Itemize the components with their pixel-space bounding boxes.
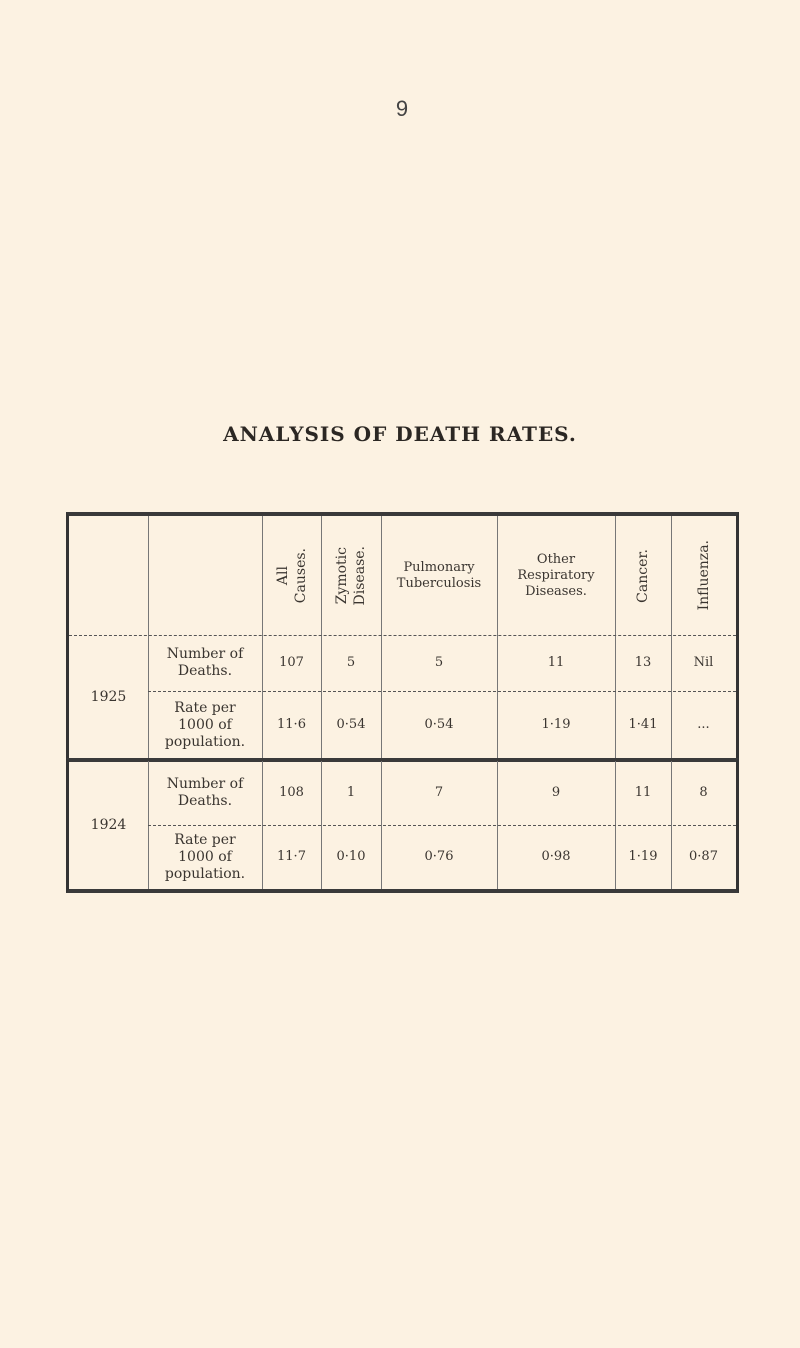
cell: 11 bbox=[634, 785, 652, 800]
cell: 1 bbox=[346, 785, 356, 800]
label-line: Number of bbox=[166, 776, 244, 792]
cell: 7 bbox=[434, 785, 444, 800]
header-line: Influenza. bbox=[695, 540, 712, 611]
cell: 0·10 bbox=[336, 849, 366, 864]
cell: 5 bbox=[346, 655, 356, 670]
label-line: Deaths. bbox=[177, 663, 233, 679]
label-line: Deaths. bbox=[177, 793, 233, 809]
cell: 107 bbox=[279, 655, 304, 670]
header-line: Other bbox=[536, 551, 576, 567]
page-number: 9 bbox=[395, 96, 409, 121]
header-line: Respiratory bbox=[517, 567, 595, 583]
header-line: Cancer. bbox=[635, 548, 651, 603]
header-other-respiratory bbox=[497, 516, 615, 635]
year-1925: 1925 bbox=[90, 688, 127, 705]
cell: 11·7 bbox=[277, 849, 306, 864]
cell: 1·19 bbox=[541, 717, 571, 732]
cell: 1·41 bbox=[628, 717, 658, 732]
cell: 0·54 bbox=[424, 717, 454, 732]
cell: 8 bbox=[699, 785, 708, 800]
table-1925 bbox=[66, 512, 739, 762]
header-zymotic bbox=[321, 516, 381, 635]
table-1924 bbox=[66, 758, 739, 893]
row-label-rate bbox=[148, 825, 262, 889]
label-line: 1000 of bbox=[178, 716, 232, 733]
header-cancer bbox=[615, 516, 671, 635]
row-label-rate bbox=[148, 691, 262, 759]
cell: 108 bbox=[279, 785, 304, 800]
header-line: Disease. bbox=[352, 545, 368, 606]
header-influenza bbox=[671, 516, 736, 635]
cell: Nil bbox=[693, 655, 714, 670]
page-title: ANALYSIS OF DEATH RATES. bbox=[223, 422, 577, 446]
cell: 0·54 bbox=[336, 717, 366, 732]
label-line: Number of bbox=[166, 646, 244, 662]
header-line: Diseases. bbox=[525, 583, 587, 599]
cell: ... bbox=[697, 717, 710, 732]
cell: 0·76 bbox=[424, 849, 454, 864]
cell: 5 bbox=[434, 655, 444, 670]
cell: 13 bbox=[634, 655, 652, 670]
header-line: Causes. bbox=[292, 547, 309, 604]
label-line: population. bbox=[164, 865, 246, 882]
cell: 11·6 bbox=[277, 717, 306, 732]
label-line: population. bbox=[164, 733, 246, 750]
header-line: All bbox=[274, 565, 291, 586]
row-label-deaths bbox=[148, 635, 262, 691]
label-line: Rate per bbox=[174, 699, 236, 716]
cell: 11 bbox=[547, 655, 565, 670]
label-line: 1000 of bbox=[178, 848, 232, 865]
cell: 1·19 bbox=[628, 849, 658, 864]
header-pulmonary: Pulmonary Tuberculosis bbox=[396, 559, 482, 591]
row-label-deaths bbox=[148, 761, 262, 825]
header-all-causes bbox=[262, 516, 321, 635]
cell: 0·87 bbox=[689, 849, 718, 864]
header-line: Zymotic bbox=[334, 546, 350, 605]
year-1924: 1924 bbox=[90, 816, 127, 833]
cell: 0·98 bbox=[541, 849, 571, 864]
cell: 9 bbox=[551, 785, 561, 800]
label-line: Rate per bbox=[174, 831, 236, 848]
